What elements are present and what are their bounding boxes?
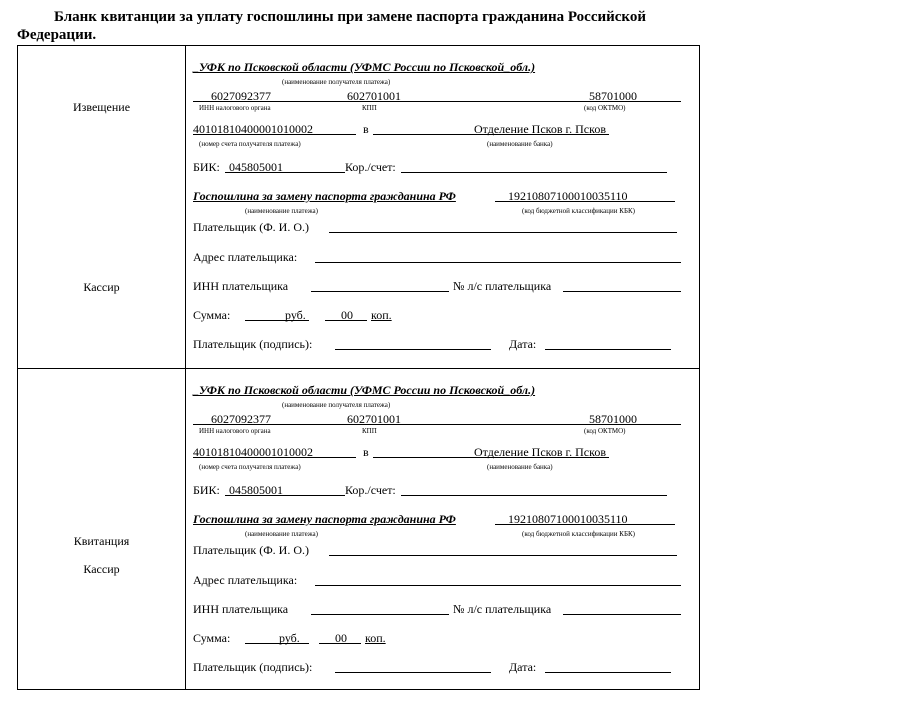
kpp-caption: КПП [362, 427, 377, 435]
account-caption: (номер счета получателя платежа) [199, 463, 301, 471]
oktmo-caption: (код ОКТМО) [584, 427, 626, 435]
payer-account-field[interactable] [563, 614, 681, 615]
kop-label: коп. [365, 631, 386, 645]
payer-address-field[interactable] [315, 262, 681, 263]
payer-signature-label: Плательщик (подпись): [193, 337, 313, 351]
kpp-caption: КПП [362, 104, 377, 112]
payer-address-label: Адрес плательщика: [193, 250, 298, 264]
bik-value: 045805001 [229, 160, 283, 174]
kbk-value: 19210807100010035110 [508, 512, 628, 526]
corr-label: Кор./счет: [345, 160, 396, 174]
account-value: 40101810400001010002 [193, 122, 313, 136]
kpp-value: 602701001 [347, 412, 401, 426]
oktmo-caption: (код ОКТМО) [584, 104, 626, 112]
payer-address-field[interactable] [315, 585, 681, 586]
notice-label-column [18, 46, 186, 368]
bank-caption: (наименование банка) [487, 463, 553, 471]
oktmo-value: 58701000 [589, 412, 637, 426]
rub-label: руб. [285, 308, 306, 322]
payer-signature-label: Плательщик (подпись): [193, 660, 313, 674]
receipt-form [17, 45, 700, 690]
sum-label: Сумма: [193, 631, 231, 645]
date-field[interactable] [545, 349, 671, 350]
account-value: 40101810400001010002 [193, 445, 313, 459]
cashier-label: Кассир [83, 280, 120, 294]
corr-account-field[interactable] [401, 495, 667, 496]
payer-account-field[interactable] [563, 291, 681, 292]
title-line-1: Бланк квитанции за уплату госпошлины при замене паспорта гражданина Российской [54, 9, 647, 25]
in-word: в [363, 122, 369, 136]
recipient-name: _УФК по Псковской области (УФМС России по Псковской_обл.) [193, 383, 536, 397]
payer-inn-label: ИНН плательщика [193, 279, 289, 293]
purpose-caption: (наименование платежа) [245, 207, 318, 215]
kbk-caption: (код бюджетной классификации КБК) [522, 530, 635, 538]
payer-name-label: Плательщик (Ф. И. О.) [193, 543, 309, 557]
date-label: Дата: [509, 660, 537, 674]
notice-section [18, 46, 699, 369]
kbk-caption: (код бюджетной классификации КБК) [522, 207, 635, 215]
inn-caption: ИНН налогового органа [199, 427, 271, 435]
payer-account-label: № л/с плательщика [453, 279, 552, 293]
payer-account-label: № л/с плательщика [453, 602, 552, 616]
inn-caption: ИНН налогового органа [199, 104, 271, 112]
inn-value: 6027092377 [211, 412, 271, 426]
rub-label: руб. [279, 631, 300, 645]
corr-label: Кор./счет: [345, 483, 396, 497]
payer-name-label: Плательщик (Ф. И. О.) [193, 220, 309, 234]
corr-account-field[interactable] [401, 172, 667, 173]
inn-value: 6027092377 [211, 89, 271, 103]
kop-value: 00 [341, 308, 353, 322]
payer-name-field[interactable] [329, 232, 677, 233]
purpose-caption: (наименование платежа) [245, 530, 318, 538]
payer-inn-field[interactable] [311, 291, 449, 292]
kop-value: 00 [335, 631, 347, 645]
cashier-label: Кассир [83, 562, 120, 576]
payer-address-label: Адрес плательщика: [193, 573, 298, 587]
payment-purpose: Госпошлина за замену паспорта гражданина РФ [193, 512, 456, 526]
date-field[interactable] [545, 672, 671, 673]
recipient-caption: (наименование получателя платежа) [282, 78, 391, 86]
recipient-name: _УФК по Псковской области (УФМС России по Псковской_обл.) [193, 60, 536, 74]
payer-inn-label: ИНН плательщика [193, 602, 289, 616]
payer-inn-field[interactable] [311, 614, 449, 615]
payer-name-field[interactable] [329, 555, 677, 556]
receipt-label: Квитанция [73, 534, 130, 548]
payment-purpose: Госпошлина за замену паспорта гражданина РФ [193, 189, 456, 203]
receipt-section [18, 368, 699, 690]
recipient-caption: (наименование получателя платежа) [282, 401, 391, 409]
account-caption: (номер счета получателя платежа) [199, 140, 301, 148]
notice-fields [185, 46, 699, 368]
sum-label: Сумма: [193, 308, 231, 322]
payer-signature-field[interactable] [335, 349, 491, 350]
payer-signature-field[interactable] [335, 672, 491, 673]
title-line-2: Федерации. [17, 27, 97, 43]
bik-value: 045805001 [229, 483, 283, 497]
bik-label: БИК: [193, 160, 220, 174]
kop-label: коп. [371, 308, 392, 322]
receipt-fields [185, 368, 699, 690]
bank-value: Отделение Псков г. Псков [474, 122, 606, 136]
in-word: в [363, 445, 369, 459]
receipt-label-column [18, 368, 186, 690]
bank-caption: (наименование банка) [487, 140, 553, 148]
bank-value: Отделение Псков г. Псков [474, 445, 606, 459]
kpp-value: 602701001 [347, 89, 401, 103]
bik-label: БИК: [193, 483, 220, 497]
date-label: Дата: [509, 337, 537, 351]
kbk-value: 19210807100010035110 [508, 189, 628, 203]
notice-label: Извещение [72, 100, 131, 114]
page-title [17, 8, 735, 44]
oktmo-value: 58701000 [589, 89, 637, 103]
